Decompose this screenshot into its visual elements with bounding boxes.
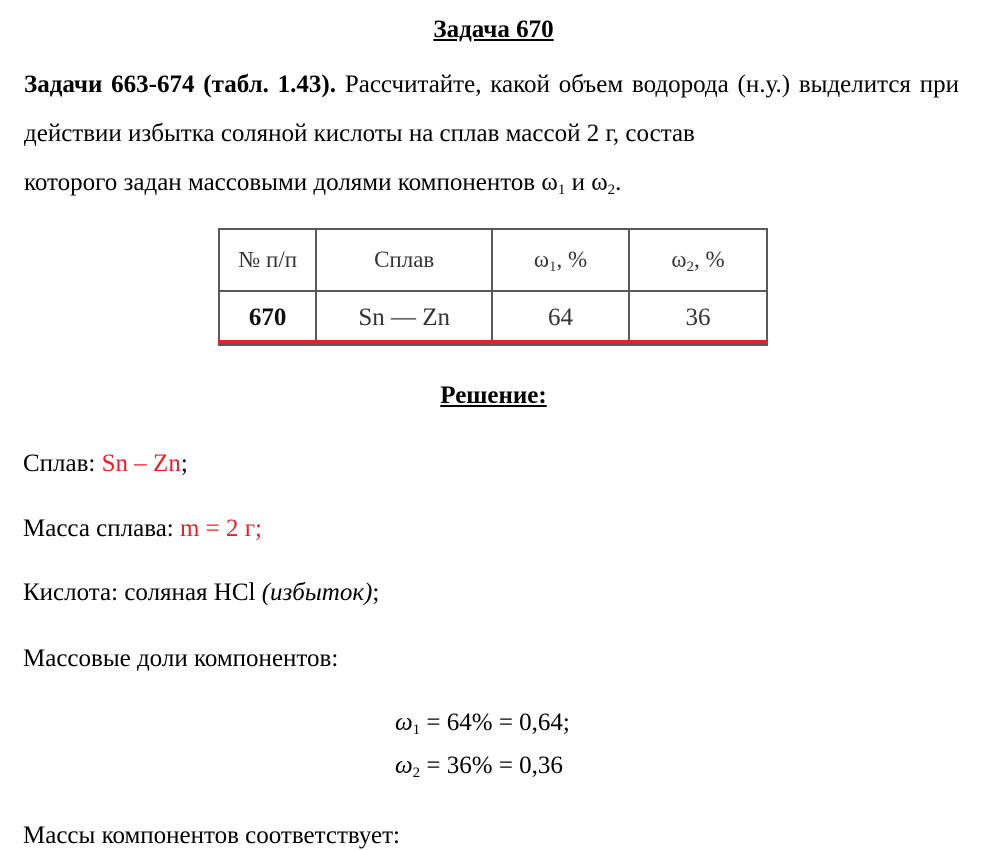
header-omega2 bbox=[629, 229, 767, 291]
formula2-symbol: ω bbox=[395, 752, 413, 779]
header-omega1-sym: ω bbox=[533, 247, 549, 272]
problem-last-line bbox=[24, 158, 959, 207]
header-omega1 bbox=[492, 229, 629, 291]
problem-end: . bbox=[615, 169, 622, 196]
mass-label: Масса сплава: bbox=[23, 515, 180, 542]
formula2-rest: = 36% = 0,36 bbox=[420, 752, 563, 779]
omega1-sub: 1 bbox=[557, 182, 566, 198]
omega2-sub: 2 bbox=[607, 182, 616, 198]
problem-and: и ω bbox=[565, 169, 608, 196]
cell-number: 670 bbox=[219, 291, 316, 345]
cell-alloy: Sn — Zn bbox=[316, 291, 492, 345]
mass-line bbox=[23, 515, 262, 543]
alloy-label: Сплав: bbox=[23, 450, 102, 477]
header-omega1-unit: , % bbox=[556, 247, 588, 272]
formula2-sub: 2 bbox=[412, 765, 421, 781]
fractions-line: Массовые доли компонентов: bbox=[23, 645, 339, 672]
header-omega2-unit: , % bbox=[693, 247, 725, 272]
cell-omega2: 36 bbox=[629, 291, 767, 345]
formula1-rest: = 64% = 0,64; bbox=[420, 709, 570, 736]
mass-components-line: Массы компонентов соответствует: bbox=[23, 822, 400, 849]
formula1-symbol: ω bbox=[395, 709, 413, 736]
table-header-row bbox=[219, 229, 767, 291]
header-omega2-sub: 2 bbox=[686, 259, 694, 275]
header-number: № п/п bbox=[219, 229, 316, 291]
header-omega1-sub: 1 bbox=[548, 259, 557, 275]
alloy-value: Sn – Zn bbox=[101, 450, 181, 477]
acid-label: Кислота: соляная HCl bbox=[23, 579, 262, 606]
header-omega2-sym: ω bbox=[671, 247, 687, 272]
problem-text: Рассчитайте, какой объем водорода (н.у.) выделится при действии избытка соляной кислоты на сплав массой 2 г, состав bbox=[24, 71, 960, 147]
formula1-sub: 1 bbox=[412, 722, 421, 738]
solution-title: Решение: bbox=[440, 382, 547, 409]
formula-omega2 bbox=[395, 752, 563, 780]
formula-omega1 bbox=[395, 709, 570, 737]
problem-title: Задача 670 bbox=[433, 16, 554, 43]
acid-italic: (избыток) bbox=[261, 579, 373, 606]
table-row bbox=[219, 291, 767, 345]
data-table bbox=[218, 228, 768, 346]
acid-end: ; bbox=[372, 579, 380, 606]
header-alloy: Сплав bbox=[316, 229, 492, 291]
alloy-end: ; bbox=[180, 450, 188, 477]
problem-lead: Задачи 663-674 (табл. 1.43). bbox=[24, 71, 337, 98]
table-red-underline bbox=[218, 340, 768, 344]
problem-last-text: которого задан массовыми долями компонентов ω bbox=[24, 169, 558, 196]
problem-statement bbox=[24, 60, 959, 207]
acid-line bbox=[23, 579, 379, 607]
cell-omega1: 64 bbox=[492, 291, 629, 345]
mass-value: m = 2 г; bbox=[179, 515, 262, 542]
alloy-line bbox=[23, 450, 188, 478]
